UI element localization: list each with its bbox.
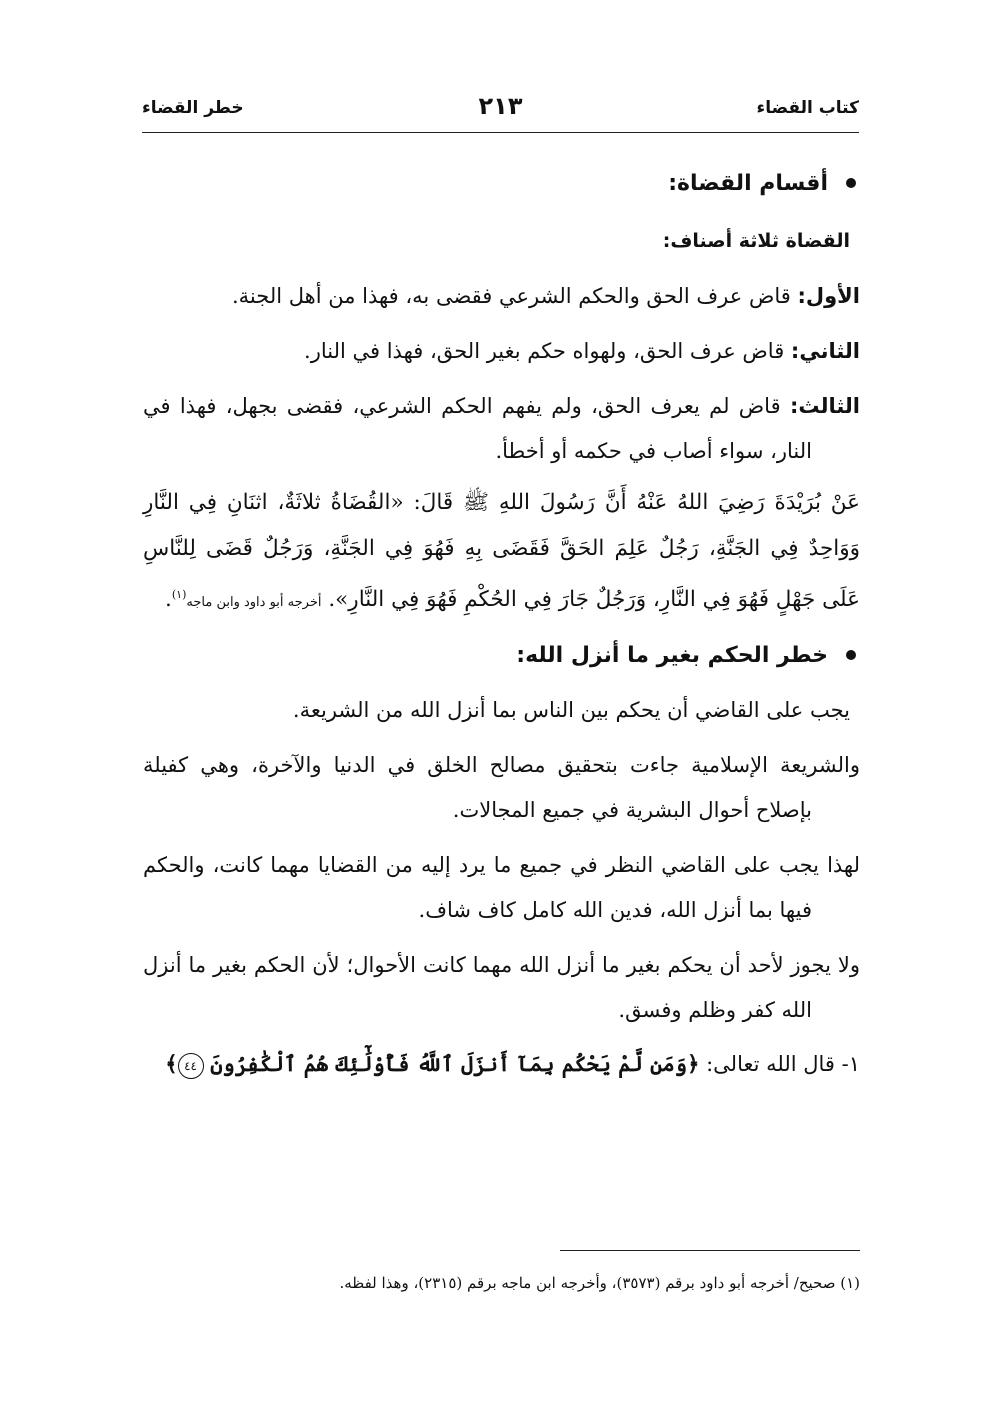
sub-heading: القضاة ثلاثة أصناف: <box>662 230 850 252</box>
lead-third: الثالث: <box>789 394 860 418</box>
paragraph-second <box>143 329 860 374</box>
hadith-source: أخرجه أبو داود وابن ماجه <box>186 595 322 611</box>
paragraph-4: ولا يجوز لأحد أن يحكم بغير ما أنزل الله مهما كانت الأحوال؛ لأن الحكم بغير ما أنزل الله كفر وظلم وفسق. <box>143 953 860 1023</box>
section-title: خطر الحكم بغير ما أنزل الله: <box>516 642 828 668</box>
text-first: قاض عرف الحق والحكم الشرعي فقضى به، فهذا من أهل الجنة. <box>232 284 798 308</box>
quran-close-bracket: ﴾ <box>165 1051 178 1077</box>
main-text <box>143 160 860 1087</box>
hadith-text: عَنْ بُرَيْدَةَ رَضِيَ اللهُ عَنْهُ أَنَّ رَسُولَ اللهِ ﷺ قَالَ: «القُضَاةُ ثلاثَةٌ، اثنَانِ فِي النَّارِ وَوَاحِدٌ فِي الجَنَّةِ، رَجُلٌ عَلِمَ الحَقَّ فَقَضَى بِهِ فَهُوَ فِي الجَنَّةِ، وَرَجُلٌ قَضَى لِلنَّاسِ عَلَى جَهْلٍ فَهُوَ فِي النَّارِ، وَرَجُلٌ جَارَ فِي الحُكْمِ فَهُوَ فِي النَّارِ». <box>143 490 860 613</box>
footnote-divider <box>560 1250 860 1251</box>
footnote-ref: (١) <box>171 588 187 601</box>
running-header <box>142 92 859 133</box>
header-book-title: كتاب القضاء <box>756 98 859 118</box>
paragraph-3: لهذا يجب على القاضي النظر في جميع ما يرد إليه من القضايا مهما كانت، والحكم فيها بما أنزل الله، فدين الله كامل كاف شاف. <box>143 853 860 923</box>
lead-first: الأول: <box>797 284 860 308</box>
section-heading-ruling-danger <box>143 632 860 678</box>
paragraph-1: يجب على القاضي أن يحكم بين الناس بما أنزل الله من الشريعة. <box>292 698 850 723</box>
quran-open-bracket: ﴿ <box>687 1051 700 1077</box>
hadith-paragraph <box>143 480 860 626</box>
section-title: أقسام القضاة: <box>668 170 828 196</box>
quran-verse: وَمَن لَّمْ يَحْكُم بِمَآ أَنزَلَ ٱللَّهُ فَأُوْلَٰٓئِكَ هُمُ ٱلْكَٰفِرُونَ <box>210 1051 688 1077</box>
lead-second: الثاني: <box>790 339 860 363</box>
text-third: قاض لم يعرف الحق، ولم يفهم الحكم الشرعي، فقضى بجهل، فهذا في النار، سواء أصاب في حكمه أو أخطأ. <box>143 394 812 463</box>
section-heading-judges-types <box>143 160 860 206</box>
paragraph-2: والشريعة الإسلامية جاءت بتحقيق مصالح الخلق في الدنيا والآخرة، وهي كفيلة بإصلاح أحوال البشرية في جميع المجالات. <box>143 753 860 823</box>
header-chapter-title: خطر القضاء <box>142 98 244 118</box>
text-second: قاض عرف الحق، ولهواه حكم بغير الحق، فهذا في النار. <box>304 339 791 363</box>
footnote: (١) صحيح/ أخرجه أبو داود برقم (٣٥٧٣)، وأخرجه ابن ماجه برقم (٢٣١٥)، وهذا لفظه. <box>339 1274 860 1292</box>
paragraph-first <box>143 274 860 319</box>
page-number: ٢١٣ <box>478 92 523 120</box>
quran-verse-line <box>143 1041 860 1087</box>
quran-lead: ١- قال الله تعالى: <box>699 1052 860 1077</box>
bullet-icon <box>846 178 856 188</box>
hadith-end: . <box>165 587 172 613</box>
ayah-number-marker: ٤٤ <box>178 1053 204 1079</box>
paragraph-third <box>143 384 860 474</box>
bullet-icon <box>846 650 856 660</box>
